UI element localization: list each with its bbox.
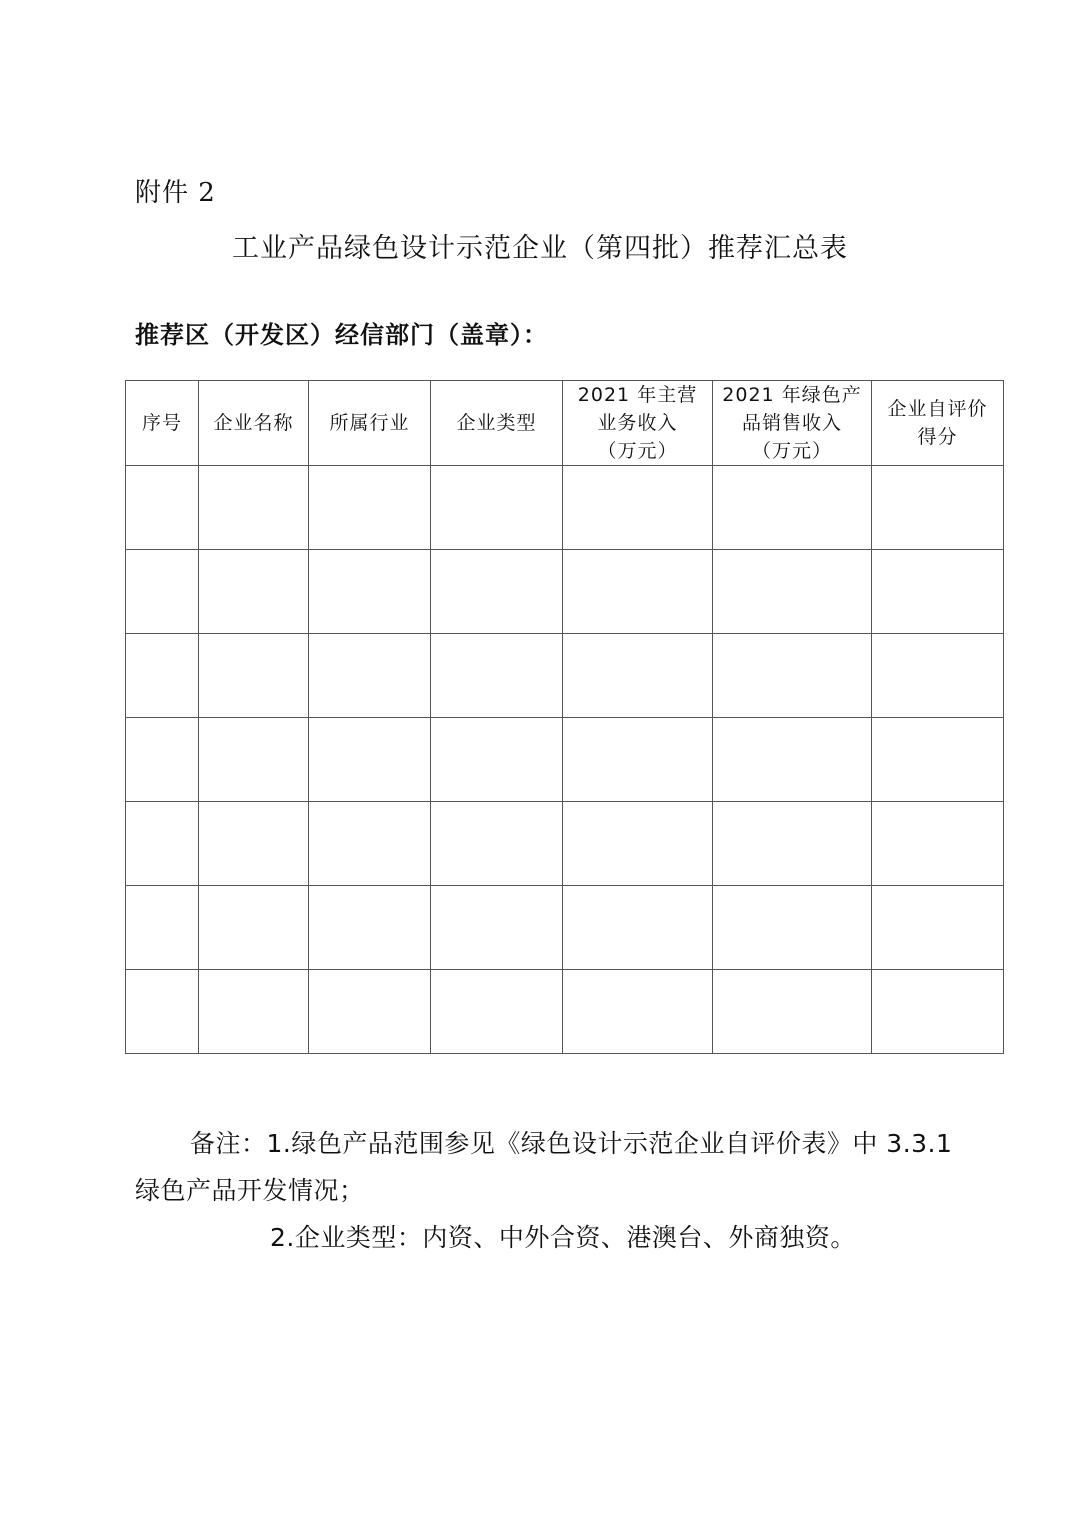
column-header-line: 序号 bbox=[141, 412, 182, 434]
column-header-line: 企业类型 bbox=[456, 412, 537, 434]
table-cell bbox=[309, 886, 431, 970]
table-cell bbox=[713, 550, 872, 634]
table-cell bbox=[431, 466, 563, 550]
table-row bbox=[126, 550, 1004, 634]
table-cell bbox=[126, 466, 199, 550]
note-1-line-1: 备注：1.绿色产品范围参见《绿色设计示范企业自评价表》中 3.3.1 bbox=[190, 1129, 953, 1158]
table-cell bbox=[126, 550, 199, 634]
table-cell bbox=[713, 970, 872, 1054]
table-cell bbox=[126, 634, 199, 718]
table-cell bbox=[872, 802, 1004, 886]
table-cell bbox=[309, 550, 431, 634]
table-cell bbox=[563, 802, 713, 886]
table-cell bbox=[309, 466, 431, 550]
column-header bbox=[309, 381, 431, 466]
table-cell bbox=[431, 634, 563, 718]
column-header-line: 所属行业 bbox=[329, 412, 410, 434]
table-row bbox=[126, 802, 1004, 886]
table-row bbox=[126, 718, 1004, 802]
table-cell bbox=[563, 550, 713, 634]
table-cell bbox=[431, 970, 563, 1054]
department-stamp-label: 推荐区（开发区）经信部门（盖章）： bbox=[135, 321, 548, 349]
column-header bbox=[713, 381, 872, 466]
table-cell bbox=[713, 466, 872, 550]
table-cell bbox=[872, 466, 1004, 550]
column-header-line: 2021 年绿色产 bbox=[722, 384, 862, 406]
table-cell bbox=[431, 550, 563, 634]
table-cell bbox=[309, 634, 431, 718]
column-header bbox=[126, 381, 199, 466]
column-header bbox=[563, 381, 713, 466]
table-cell bbox=[199, 634, 309, 718]
table-cell bbox=[126, 970, 199, 1054]
table-row bbox=[126, 886, 1004, 970]
table-cell bbox=[713, 718, 872, 802]
table-cell bbox=[199, 886, 309, 970]
table-cell bbox=[872, 970, 1004, 1054]
table-cell bbox=[563, 718, 713, 802]
column-header bbox=[199, 381, 309, 466]
column-header-line: 2021 年主营 bbox=[577, 384, 698, 406]
table-cell bbox=[563, 886, 713, 970]
column-header-line: 企业自评价 bbox=[887, 398, 988, 420]
table-cell bbox=[126, 802, 199, 886]
table-header-row bbox=[126, 381, 1004, 466]
note-1-line-2: 绿色产品开发情况； bbox=[135, 1176, 365, 1205]
column-header-line: 业务收入 bbox=[597, 412, 678, 434]
table-cell bbox=[309, 802, 431, 886]
table-cell bbox=[126, 718, 199, 802]
table-cell bbox=[199, 802, 309, 886]
page-title: 工业产品绿色设计示范企业（第四批）推荐汇总表 bbox=[232, 233, 848, 264]
column-header bbox=[872, 381, 1004, 466]
note-2: 2.企业类型：内资、中外合资、港澳台、外商独资。 bbox=[270, 1223, 856, 1252]
table-row bbox=[126, 970, 1004, 1054]
table-cell bbox=[199, 466, 309, 550]
table-cell bbox=[199, 718, 309, 802]
table-cell bbox=[309, 970, 431, 1054]
table-cell bbox=[309, 718, 431, 802]
table-cell bbox=[563, 466, 713, 550]
table-cell bbox=[713, 634, 872, 718]
table-row bbox=[126, 634, 1004, 718]
table-body bbox=[126, 466, 1004, 1054]
column-header-line: （万元） bbox=[751, 440, 832, 462]
table-cell bbox=[872, 886, 1004, 970]
table-cell bbox=[872, 718, 1004, 802]
attachment-label: 附件 2 bbox=[135, 178, 216, 208]
table-cell bbox=[563, 970, 713, 1054]
table-cell bbox=[431, 718, 563, 802]
column-header-line: 得分 bbox=[917, 426, 958, 448]
table-cell bbox=[713, 886, 872, 970]
column-header-line: 企业名称 bbox=[213, 412, 294, 434]
column-header-line: 品销售收入 bbox=[741, 412, 842, 434]
table-cell bbox=[126, 886, 199, 970]
summary-table bbox=[125, 380, 1004, 1054]
table-cell bbox=[431, 886, 563, 970]
column-header-line: （万元） bbox=[597, 440, 678, 462]
table-cell bbox=[872, 634, 1004, 718]
table-cell bbox=[431, 802, 563, 886]
table-cell bbox=[199, 550, 309, 634]
table-cell bbox=[563, 634, 713, 718]
table-cell bbox=[713, 802, 872, 886]
table-cell bbox=[872, 550, 1004, 634]
table-row bbox=[126, 466, 1004, 550]
column-header bbox=[431, 381, 563, 466]
table-cell bbox=[199, 970, 309, 1054]
